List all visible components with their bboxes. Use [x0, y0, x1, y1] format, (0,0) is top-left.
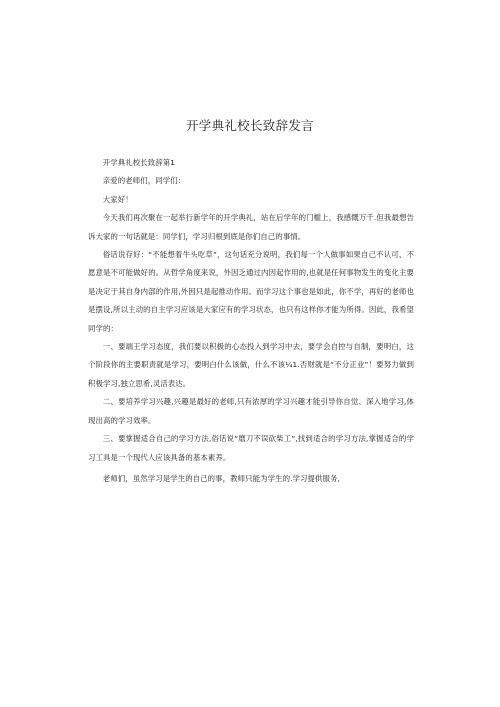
- closing-paragraph: 老师们，虽然学习是学生的自己的事，教师只能为学生的.学习提供服务,: [102, 473, 340, 483]
- point-two-paragraph: 二、要培养学习兴趣,兴趣是最好的老师,只有浓厚的学习兴趣才能引导你自觉、深入地学习,体现出高的学习效率。: [88, 397, 414, 425]
- point-one-paragraph: 一、要端王学习态度，我们要以积极的心态投入到学习中去，要学会自控与自制，要明白，这个阶段你的主要职责就是学习，要明白什么该做，什么不该¼1.否财就是“不分正业”！要努力做到积极学习,独立思希,灵活表达。: [88, 342, 414, 388]
- subtitle-paragraph: 开学典礼校长致辞第1: [102, 158, 176, 167]
- hello-paragraph: 大家好！: [102, 194, 133, 204]
- body-paragraph: 今天我们再次聚在一起举行新学年的开学典礼，站在后学年的门槛上，我感慨万千.但我最想告诉大家的一句话就是：同学们，学习归根到底是你们自己的事情。: [88, 213, 414, 241]
- body-paragraph: 俗话说存好：“不能想着牛头吃草”，这句话充分说明，我们每一个人做事如果自己不认可、不愿意是不可能做好的。从哲学角度来说，外因乏通过内因起作用的,也就是任何事物发生的变化主要是决定于其自身内部的作用,外因只是起推动作用。而学习这个事也是如此，你不学，再好的老师也是摆设,所以主动的自主学习应该是大家应有的学习状态，也只有这样你才能为所得。因此，我希望同学的：: [88, 250, 414, 333]
- point-three-paragraph: 三、要掌握适合自己的学习方法,俗话说“磨刀不误砍柴工”,找到适合的学习方法,掌握适合的学习工具是一个现代人应该具备的基本素养。: [88, 434, 414, 462]
- greeting-paragraph: 亲爱的老师们，同学们：: [102, 176, 186, 186]
- document-body: [88, 154, 414, 488]
- document-title: 开学典礼校长致辞发言: [185, 118, 314, 133]
